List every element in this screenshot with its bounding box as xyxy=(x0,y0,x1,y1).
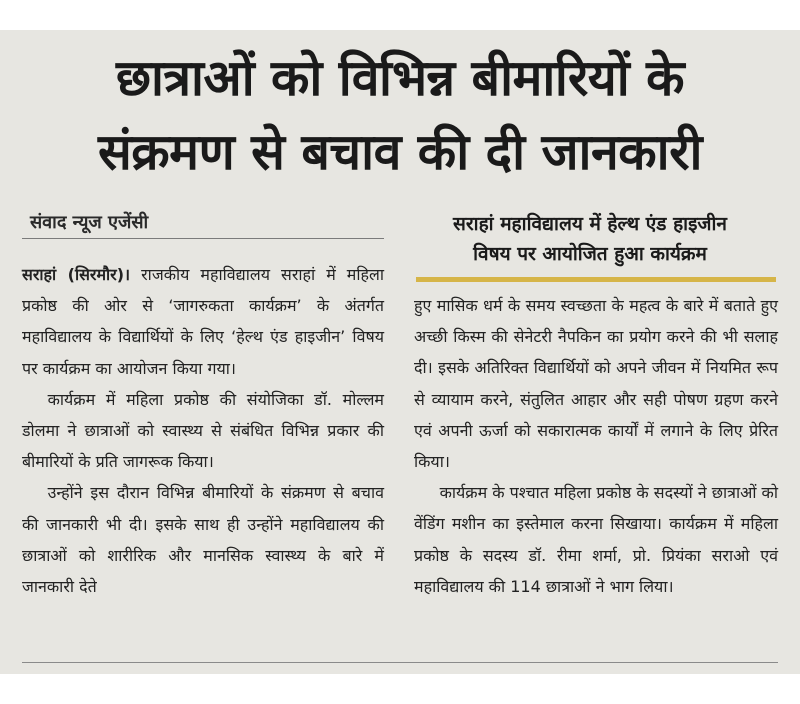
headline-line-2: संक्रमण से बचाव की दी जानकारी xyxy=(97,123,703,181)
subheadline-line-1: सराहां महाविद्यालय में हेल्थ एंड हाइजीन xyxy=(453,213,727,235)
left-column xyxy=(22,259,384,602)
byline-divider xyxy=(22,238,384,239)
newspaper-clipping xyxy=(0,30,800,674)
subheadline-underline xyxy=(416,277,776,282)
right-paragraph-1: हुए मासिक धर्म के समय स्वच्छता के महत्व के बारे में बताते हुए अच्छी किस्म की सेनेटरी नैपकिन का प्रयोग करने की भी सलाह दी। इसके अतिरिक्त विद्यार्थियों को अपने जीवन में नियमित रूप से व्यायाम करने, संतुलित आहार और सही पोषण ग्रहण करने एवं अपनी ऊर्जा को सकारात्मक कार्यों में लगाने के लिए प्रेरित किया। xyxy=(414,296,778,472)
left-paragraph-1-text: राजकीय महाविद्यालय सराहां में महिला प्रकोष्ठ की ओर से ‘जागरुकता कार्यक्रम’ के अंतर्गत महाविद्यालय के विद्यार्थियों के लिए ‘हेल्थ एंड हाइजीन’ विषय पर कार्यक्रम का आयोजन किया गया। xyxy=(22,265,384,378)
headline-line-1: छात्राओं को विभिन्न बीमारियों के xyxy=(115,49,685,107)
dateline: सराहां (सिरमौर)। xyxy=(22,265,131,284)
left-paragraph-1 xyxy=(22,259,384,384)
right-column xyxy=(414,290,778,602)
left-paragraph-3: उन्होंने इस दौरान विभिन्न बीमारियों के संक्रमण से बचाव की जानकारी भी दी। इसके साथ ही उन्होंने महाविद्यालय की छात्राओं को शारीरिक और मानसिक स्वास्थ्य के बारे में जानकारी देते xyxy=(22,483,384,597)
byline: संवाद न्यूज एजेंसी xyxy=(30,212,149,233)
bottom-divider xyxy=(22,662,778,663)
left-paragraph-2: कार्यक्रम में महिला प्रकोष्ठ की संयोजिका डॉ. मोल्लम डोलमा ने छात्राओं को स्वास्थ्य से संबंधित विभिन्न प्रकार की बीमारियों के प्रति जागरूक किया। xyxy=(22,389,384,472)
right-paragraph-2: कार्यक्रम के पश्चात महिला प्रकोष्ठ के सदस्यों ने छात्राओं को वेंडिंग मशीन का इस्तेमाल करना सिखाया। कार्यक्रम में महिला प्रकोष्ठ के सदस्य डॉ. रीमा शर्मा, प्रो. प्रियंका सराओ एवं महाविद्यालय की 114 छात्राओं ने भाग लिया। xyxy=(414,483,778,596)
subheadline-line-2: विषय पर आयोजित हुआ कार्यक्रम xyxy=(473,243,707,265)
